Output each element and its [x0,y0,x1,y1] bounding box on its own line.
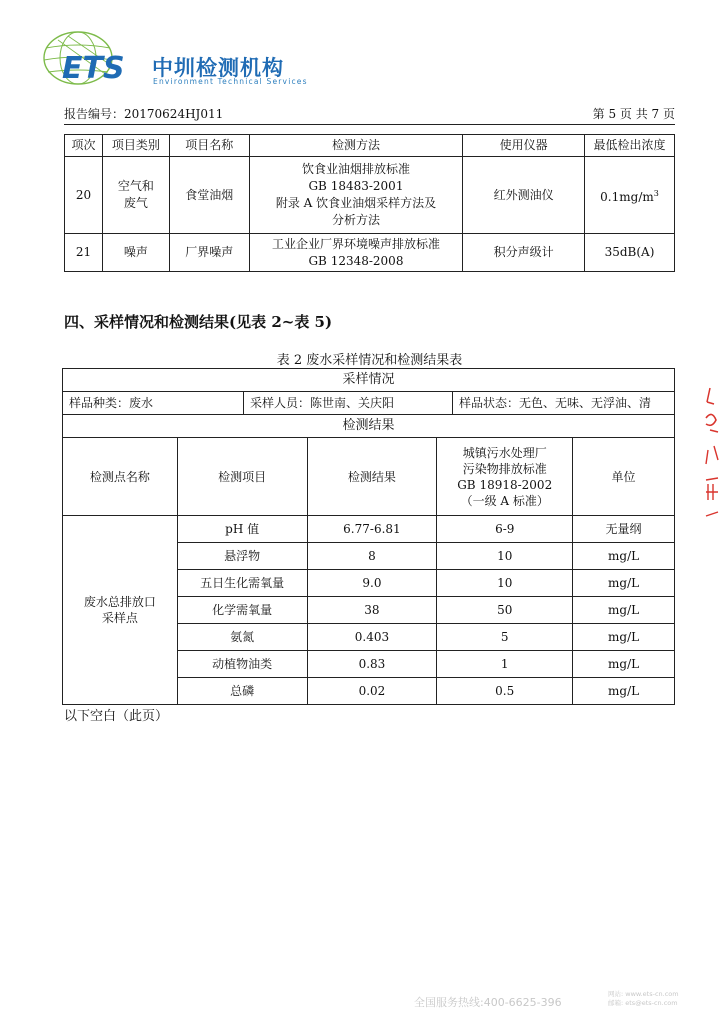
sampling-title-row [63,369,675,392]
method-line: 饮食业油烟排放标准 [301,162,410,176]
header-cell: 项目类别 [102,135,169,157]
table-header-row [63,438,675,516]
logo-name-en: Environment Technical Services [153,77,308,86]
row-name: 厂界噪声 [169,234,249,272]
header-unit: 单位 [573,438,675,516]
cell-result: 8 [307,543,437,570]
row-instrument: 红外测油仪 [463,157,585,234]
standard-line: （一级 A 标准） [460,493,549,508]
standard-line: GB 18918-2002 [457,477,553,492]
limit-value: 0.1mg/m [600,189,654,204]
report-number: 报告编号：20170624HJ011 [64,107,224,121]
point-name [63,516,178,705]
footer-contact [608,990,679,1008]
row-method [249,234,463,272]
header-cell: 检测方法 [249,135,463,157]
point-name-line: 废水总排放口 [83,595,156,609]
point-name-line: 采样点 [101,611,138,625]
footer-email: 邮箱: ets@ets-cn.com [608,999,678,1007]
header-cell: 项次 [65,135,103,157]
footer-website: 网站: www.ets-cn.com [608,990,679,998]
cell-standard: 1 [437,651,573,678]
cell-result: 9.0 [307,570,437,597]
table-row [63,516,675,543]
table-row [65,157,675,234]
method-line: GB 12348-2008 [308,253,404,268]
sampler: 采样人员：陈世南、关庆阳 [244,392,453,414]
header-cell: 使用仪器 [463,135,585,157]
cell-standard: 0.5 [437,678,573,705]
seal-stamp-icon [700,380,727,530]
cell-item: 悬浮物 [177,543,307,570]
row-category [102,157,169,234]
header-cell: 最低检出浓度 [585,135,675,157]
page-indicator: 第 5 页 共 7 页 [592,107,675,121]
cell-standard: 5 [437,624,573,651]
row-instrument: 积分声级计 [463,234,585,272]
sample-state: 样品状态：无色、无味、无浮油、清 [459,396,652,410]
table-header-row [65,135,675,157]
method-line: 分析方法 [331,213,380,227]
cell-item: 五日生化需氧量 [177,570,307,597]
row-category: 噪声 [102,234,169,272]
cell-item: 氨氮 [177,624,307,651]
cell-unit: mg/L [573,570,675,597]
cell-result: 0.02 [307,678,437,705]
logo-globe-icon [38,30,153,90]
method-line: GB 18483-2001 [308,179,404,193]
cell-unit: mg/L [573,624,675,651]
category-line: 废气 [123,196,148,210]
cell-standard: 50 [437,597,573,624]
section-title: 四、采样情况和检测结果(见表 2~表 5) [64,313,333,331]
method-line: 工业企业厂界环境噪声排放标准 [271,236,440,251]
cell-standard: 10 [437,570,573,597]
row-method [249,157,463,234]
blank-note: 以下空白（此页） [64,709,169,724]
standard-line: 污染物排放标准 [462,461,547,476]
sampling-info [63,392,675,415]
sampling-title: 采样情况 [63,369,675,392]
cell-item: 总磷 [177,678,307,705]
header-item: 检测项目 [177,438,307,516]
header-divider [64,124,675,125]
row-limit [585,157,675,234]
header-point: 检测点名称 [63,438,178,516]
table-caption: 表 2 废水采样情况和检测结果表 [276,353,463,368]
cell-result: 0.83 [307,651,437,678]
logo-name-cn: 中圳检测机构 [152,56,284,80]
header-standard [437,438,573,516]
results-title-row [63,415,675,438]
cell-unit: mg/L [573,543,675,570]
cell-result: 0.403 [307,624,437,651]
cell-standard: 10 [437,543,573,570]
logo-brand: ETS [62,51,125,86]
header-result: 检测结果 [307,438,437,516]
cell-unit: mg/L [573,597,675,624]
sampling-info-row [63,392,675,415]
results-table [62,368,675,705]
limit-superscript: 3 [653,188,659,198]
row-name: 食堂油烟 [169,157,249,234]
cell-unit: 无量纲 [573,516,675,543]
category-line: 空气和 [117,179,154,193]
row-number: 21 [65,234,103,272]
results-title: 检测结果 [63,415,675,438]
sample-type: 样品种类：废水 [63,392,244,414]
footer-hotline: 全国服务热线:400-6625-396 [414,996,562,1009]
method-line: 附录 A 饮食业油烟采样方法及 [275,196,437,210]
standard-line: 城镇污水处理厂 [462,445,547,460]
cell-unit: mg/L [573,678,675,705]
cell-item: pH 值 [177,516,307,543]
header-cell: 项目名称 [169,135,249,157]
cell-item: 化学需氧量 [177,597,307,624]
cell-result: 6.77-6.81 [307,516,437,543]
table-row [65,234,675,272]
cell-result: 38 [307,597,437,624]
method-table [64,134,675,272]
cell-unit: mg/L [573,651,675,678]
cell-standard: 6-9 [437,516,573,543]
row-number: 20 [65,157,103,234]
row-limit: 35dB(A) [585,234,675,272]
cell-item: 动植物油类 [177,651,307,678]
